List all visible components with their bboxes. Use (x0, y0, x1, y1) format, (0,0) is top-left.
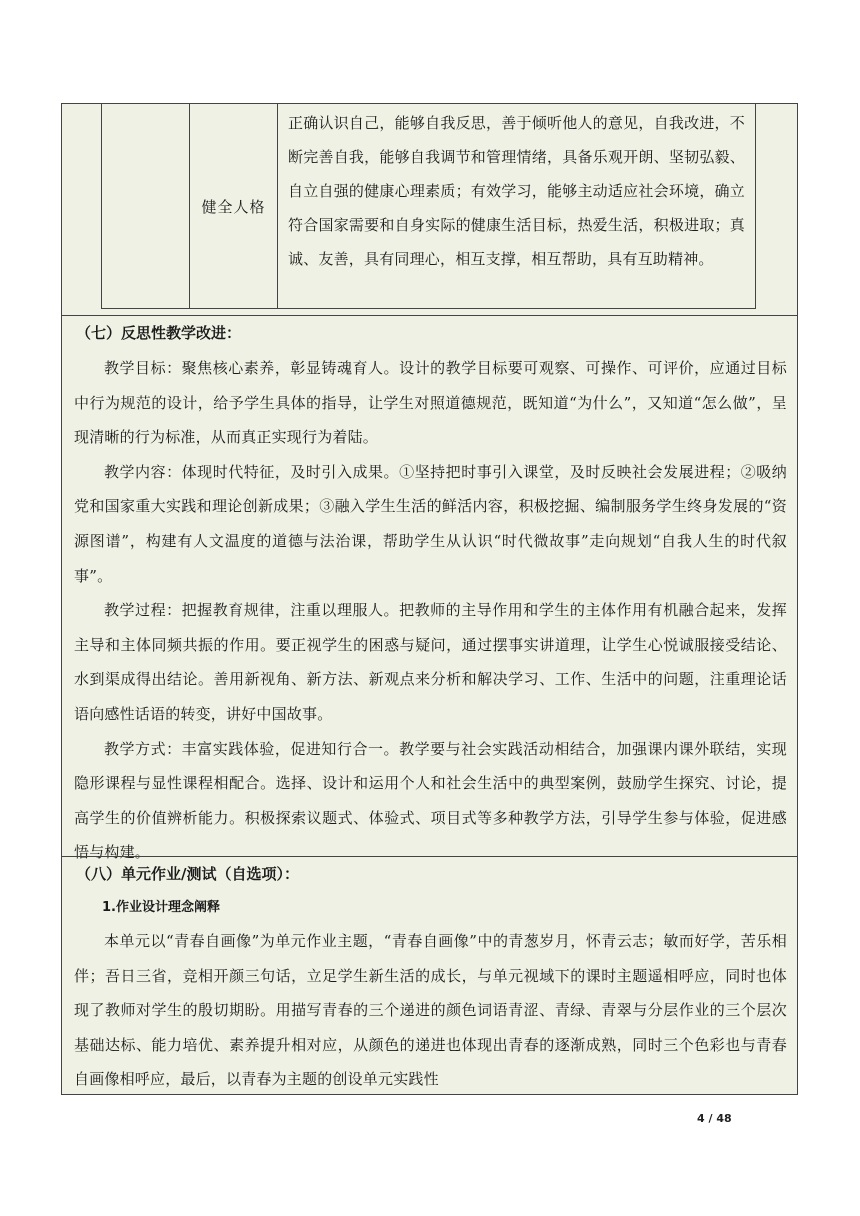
paragraph-teaching-methods: 教学方式：丰富实践体验，促进知行合一。教学要与社会实践活动相结合，加强课内课外联结，实现隐形课程与显性课程相配合。选择、设计和运用个人和社会生活中的典型案例，鼓励学生探究、讨论，提高学生的价值辨析能力。积极探索议题式、体验式、项目式等多种教学方法，引导学生参与体验，促进感悟与构建。 (74, 739, 787, 862)
table-empty-cell (102, 104, 190, 308)
section-unit-homework (62, 863, 797, 1097)
document-table (61, 103, 798, 1095)
paragraph-teaching-process: 教学过程：把握教育规律，注重以理服人。把教师的主导作用和学生的主体作用有机融合起来，发挥主导和主体同频共振的作用。要正视学生的困惑与疑问，通过摆事实讲道理，让学生心悦诚服接受结论、水到渠成得出结论。善用新视角、新方法、新观点来分析和解决学习、工作、生活中的问题，注重理论话语向感性话语的转变，讲好中国故事。 (74, 601, 787, 723)
section-divider (62, 315, 797, 316)
paragraph-homework-design: 本单元以“青春自画像”为单元作业主题，“青春自画像”中的青葱岁月，怀青云志；敏而好学，苦乐相伴；吾日三省，竞相开颜三句话，立足学生新生活的成长，与单元视域下的课时主题遥相呼应，同时也体现了教师对学生的殷切期盼。用描写青春的三个递进的颜色词语青涩、青绿、青翠与分层作业的三个层次基础达标、能力培优、素养提升相对应，从颜色的递进也体现出青春的逐渐成熟，同时三个色彩也与青春自画像相呼应，最后，以青春为主题的创设单元实践性 (74, 932, 787, 1089)
homework-design-subtitle: 1.作业设计理念阐释 (102, 900, 220, 915)
core-literacy-table (101, 103, 756, 309)
section-reflective-teaching (62, 322, 797, 870)
table-description-cell: 正确认识自己，能够自我反思，善于倾听他人的意见，自我改进，不断完善自我，能够自我调节和管理情绪，具备乐观开朗、坚韧弘毅、自立自强的健康心理素质；有效学习，能够主动适应社会环境，确立符合国家需要和自身实际的健康生活目标，热爱生活，积极进取；真诚、友善，具有同理心，相互支撑，相互帮助，具有互助精神。 (288, 114, 745, 268)
page-number: 4 / 48 (697, 1112, 732, 1125)
section-divider (62, 856, 797, 857)
section-7-title: （七）反思性教学改进： (76, 324, 242, 342)
table-category-cell: 健全人格 (190, 104, 278, 308)
section-8-title: （八）单元作业/测试（自选项）： (76, 865, 299, 883)
paragraph-teaching-content: 教学内容：体现时代特征，及时引入成果。①坚持把时事引入课堂，及时反映社会发展进程；②吸纳党和国家重大实践和理论创新成果；③融入学生生活的鲜活内容，积极挖掘、编制服务学生终身发展的“资源图谱”，构建有人文温度的道德与法治课，帮助学生从认识“时代微故事”走向规划“自我人生的时代叙事”。 (74, 462, 787, 585)
core-literacy-table-section (62, 104, 797, 315)
paragraph-teaching-goals: 教学目标：聚焦核心素养，彰显铸魂育人。设计的教学目标要可观察、可操作、可评价，应通过目标中行为规范的设计，给予学生具体的指导，让学生对照道德规范，既知道“为什么”，又知道“怎么做”，呈现清晰的行为标准，从而真正实现行为着陆。 (74, 359, 787, 447)
